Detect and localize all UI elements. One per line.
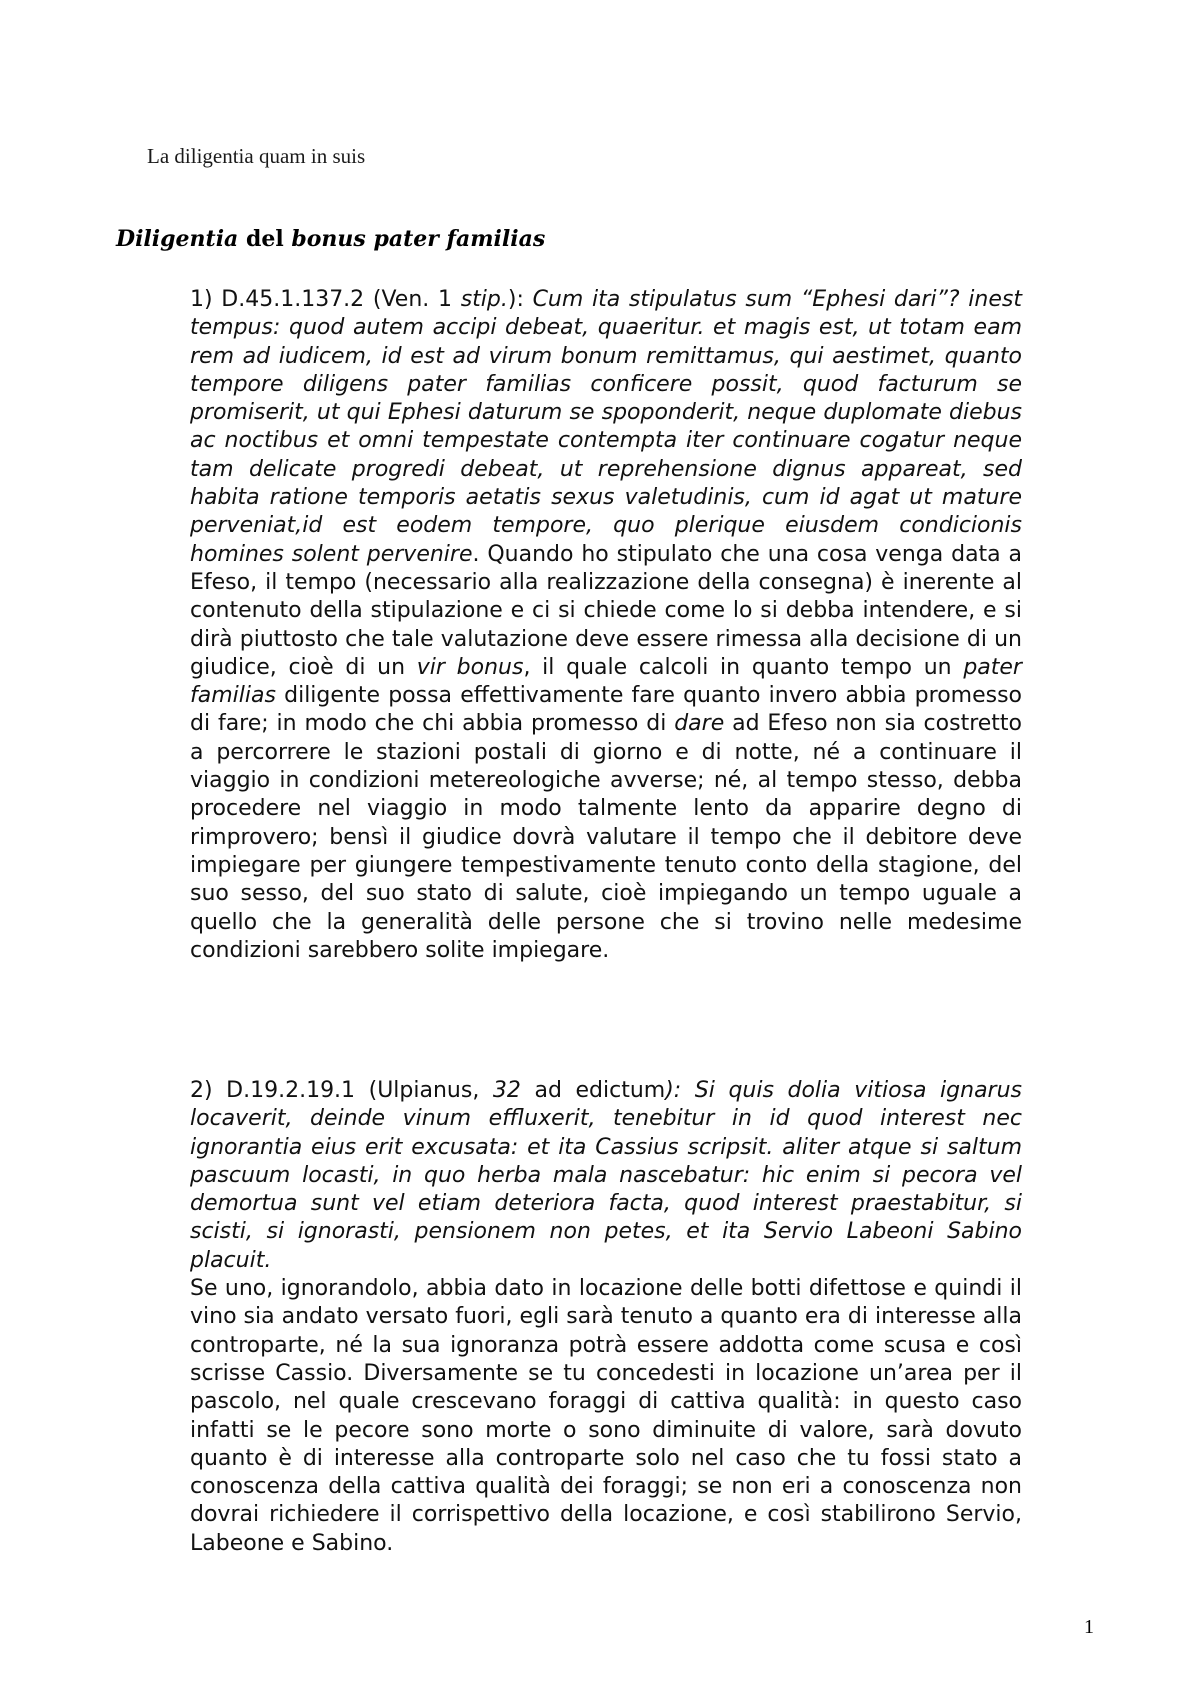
document-title: La diligentia quam in suis (147, 144, 366, 168)
p1-reference-close: ): (507, 287, 533, 312)
heading-del: del (238, 226, 292, 252)
p1-translation-3: diligente possa effettivamente fare quanto invero abbia promesso di fare; in modo che chi abbia promesso di (190, 683, 1022, 737)
heading-italic-bonus-pater-familias: bonus pater familias (291, 226, 546, 252)
p1-italic-pater-familias: pater familias (190, 654, 1022, 709)
p2-reference: 2) D.19.2.19.1 (Ulpianus, (190, 1078, 493, 1103)
p1-translation-2: , il quale calcoli in quanto tempo un (523, 654, 964, 680)
p1-italic-dare: dare (674, 711, 725, 737)
p1-italic-vir-bonus: vir bonus (416, 654, 524, 680)
p2-reference-italic: 32 (492, 1078, 521, 1103)
page-number: 1 (1084, 1616, 1094, 1638)
p1-reference-italic: stip. (460, 287, 508, 312)
p2-translation: Se uno, ignorandolo, abbia dato in locazione delle botti difettose e quindi il vino sia andato versato fuori, egli sarà tenuto a quanto era di interesse alla controparte, né la sua ignoranza potrà essere addotta come scusa e così scrisse Cassio. Diversamente se tu concedesti in locazione un’area per il pascolo, nel quale crescevano foraggi di cattiva qualità: in questo caso infatti se le pecore sono morte o sono diminuite di valore, sarà dovuto quanto è di interesse alla controparte solo nel caso che tu fossi stato a conoscenza della cattiva qualità dei foraggi; se non eri a conoscenza non dovrai richiedere il corrispettivo della locazione, e così stabilirono Servio, Labeone e Sabino. (190, 1276, 1022, 1556)
p1-latin-text: Cum ita stipulatus sum “Ephesi dari”? inest tempus: quod autem accipi debeat, quaeritur. et magis est, ut totam eam rem ad iudicem, id est ad virum bonum remittamus, qui aestimet, quanto tempore diligens pater familias conficere possit, quod facturum se promiserit, ut qui Ephesi daturum se spoponderit, neque duplomate diebus ac noctibus et omni tempestate contempta iter continuare cogatur neque tam delicate progredi debeat, ut reprehensione dignus appareat, sed habita ratione temporis aetatis sexus valetudinis, cum id agat ut mature perveniat,id est eodem tempore, quo plerique eiusdem condicionis homines solent pervenire (190, 287, 1022, 567)
paragraph-2 (190, 1077, 1022, 1558)
section-heading (116, 226, 545, 252)
p1-reference: 1) D.45.1.137.2 (Ven. 1 (190, 287, 461, 312)
p2-latin-text: ): Si quis dolia vitiosa ignarus locaverit, deinde vinum effluxerit, tenebitur in id quod interest nec ignorantia eius erit excusata: et ita Cassius scripsit. aliter atque si saltum pascuum locasti, in quo herba mala nascebatur: hic enim si pecora vel demortua sunt vel etiam deteriora facta, quod interest praestabitur, si scisti, si ignorasti, pensionem non petes, et ita Servio Labeoni Sabino placuit. (190, 1078, 1023, 1273)
p2-reference-mid: ad edictum (520, 1078, 666, 1103)
heading-italic-diligentia: Diligentia (116, 226, 239, 252)
p1-translation-4: ad Efeso non sia costretto a percorrere le stazioni postali di giorno e di notte, né a continuare il viaggio in condizioni metereologiche avverse; né, al tempo stesso, debba procedere nel viaggio in modo talmente lento da apparire degno di rimprovero; bensì il giudice dovrà valutare il tempo che il debitore deve impiegare per giungere tempestivamente tenuto conto della stagione, del suo sesso, del suo stato di salute, cioè impiegando un tempo uguale a quello che la generalità delle persone che si trovino nelle medesime condizioni sarebbero solite impiegare. (190, 711, 1023, 963)
paragraph-1 (190, 286, 1022, 965)
p1-translation-1: . Quando ho stipulato che una cosa venga data a Efeso, il tempo (necessario alla realizzazione della consegna) è inerente al contenuto della stipulazione e ci si chiede come lo si debba intendere, e si dirà piuttosto che tale valutazione deve essere rimessa alla decisione di un giudice, cioè di un (190, 541, 1023, 680)
